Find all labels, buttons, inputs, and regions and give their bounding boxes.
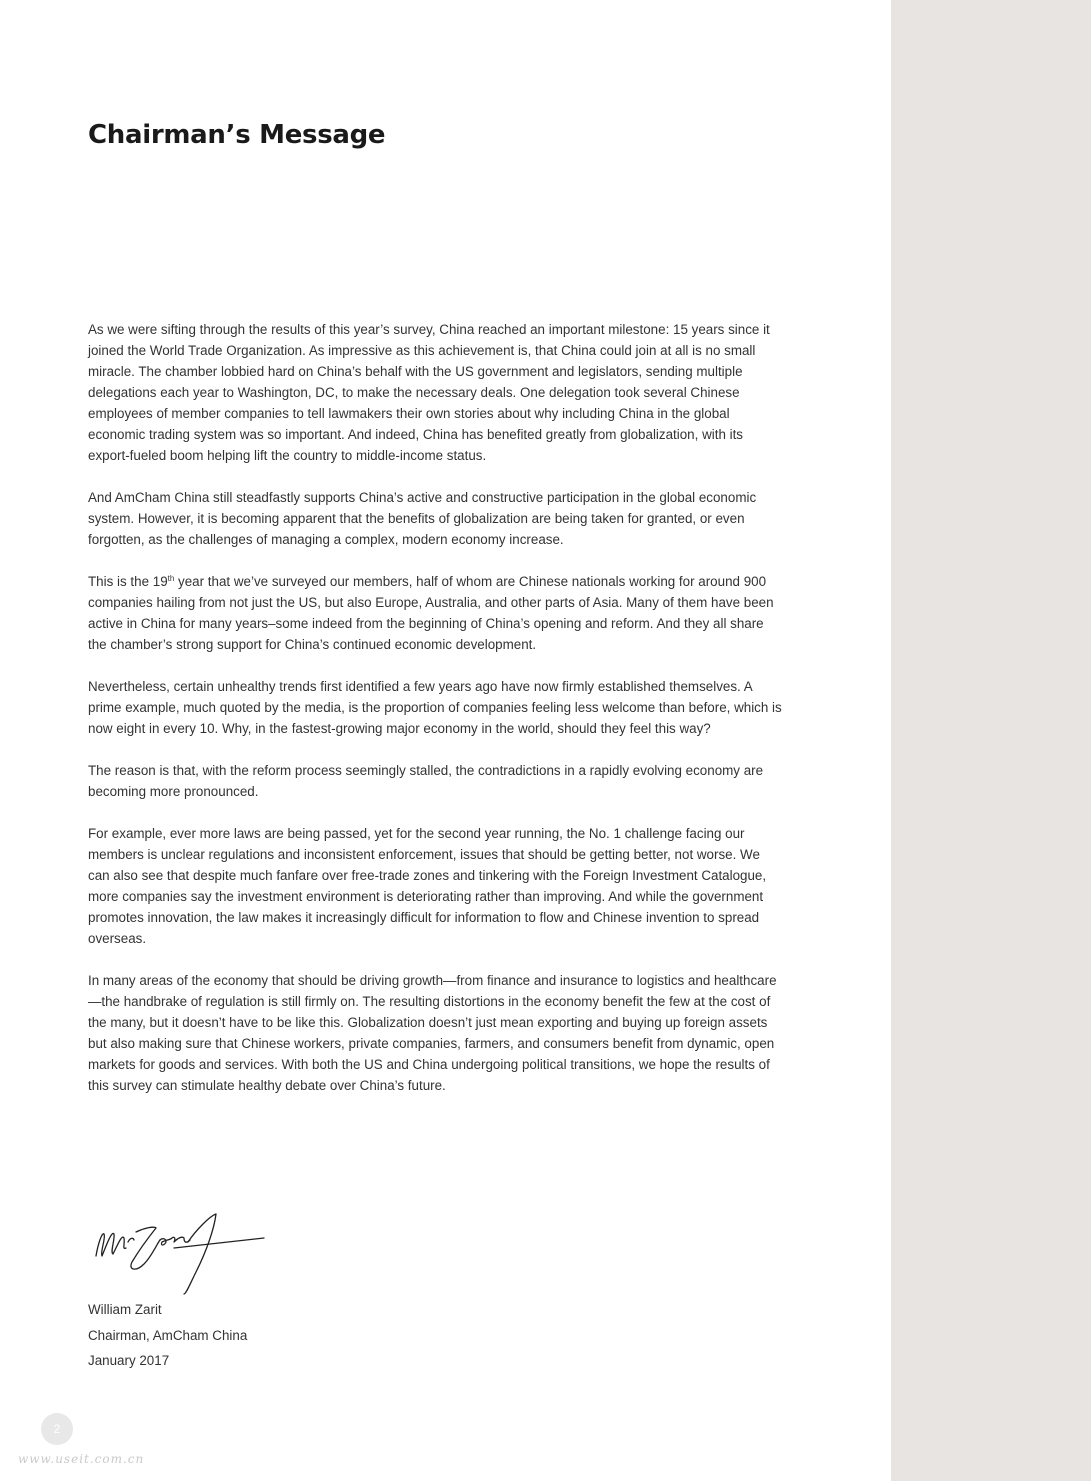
- paragraph-3: [88, 571, 782, 655]
- signatory-title: Chairman, AmCham China: [88, 1327, 248, 1343]
- watermark: www.useit.com.cn: [18, 1452, 145, 1466]
- paragraph-4: Nevertheless, certain unhealthy trends first identified a few years ago have now firmly established themselves. A prime example, much quoted by the media, is the proportion of companies feeling less welcome than before, which is now eight in every 10. Why, in the fastest-growing major economy in the world, should they feel this way?: [88, 679, 782, 736]
- page-title: Chairman’s Message: [88, 120, 386, 150]
- paragraph-1: As we were sifting through the results of this year’s survey, China reached an important milestone: 15 years since it joined the World Trade Organization. As impressive as this achievement is, that China could join at all is no small miracle. The chamber lobbied hard on China’s behalf with the US government and legislators, sending multiple delegations each year to Washington, DC, to make the necessary deals. One delegation took several Chinese employees of member companies to tell lawmakers their own stories about why including China in the global economic trading system was so important. And indeed, China has benefited greatly from globalization, with its export-fueled boom helping lift the country to middle-income status.: [88, 322, 770, 463]
- paragraph-3-start: This is the 19: [88, 574, 168, 589]
- paragraph-3-rest: year that we’ve surveyed our members, half of whom are Chinese nationals working for around 900 companies hailing from not just the US, but also Europe, Australia, and other parts of Asia. Many of them have been active in China for many years–some indeed from the beginning of China’s opening and reform. And they all share the chamber’s strong support for China’s continued economic development.: [88, 574, 774, 652]
- signatory-name: William Zarit: [88, 1302, 162, 1317]
- signoff-date: January 2017: [88, 1353, 170, 1368]
- signoff-block: [88, 1297, 247, 1374]
- page-number: 2: [41, 1413, 73, 1445]
- handwritten-signature: [88, 1212, 268, 1296]
- right-margin-panel: [891, 0, 1091, 1481]
- paragraph-6: For example, ever more laws are being passed, yet for the second year running, the No. 1 challenge facing our members is unclear regulations and inconsistent enforcement, issues that should be getting better, not worse. We can also see that despite much fanfare over free-trade zones and tinkering with the Foreign Investment Catalogue, more companies say the investment environment is deteriorating rather than improving. And while the government promotes innovation, the law makes it increasingly difficult for information to flow and Chinese invention to spread overseas.: [88, 826, 767, 946]
- paragraph-5: The reason is that, with the reform process seemingly stalled, the contradictions in a rapidly evolving economy are becoming more pronounced.: [88, 763, 764, 799]
- paragraph-7: In many areas of the economy that should be driving growth—from finance and insurance to logistics and healthcare—the handbrake of regulation is still firmly on. The resulting distortions in the economy benefit the few at the cost of the many, but it doesn’t have to be like this. Globalization doesn’t just mean exporting and buying up foreign assets but also making sure that Chinese workers, private companies, farmers, and consumers benefit from dynamic, open markets for goods and services. With both the US and China undergoing political transitions, we hope the results of this survey can stimulate healthy debate over China’s future.: [88, 973, 777, 1093]
- ordinal-suffix: th: [167, 574, 175, 583]
- paragraph-2: And AmCham China still steadfastly supports China’s active and constructive participation in the global economic system. However, it is becoming apparent that the benefits of globalization are being taken for granted, or even forgotten, as the challenges of managing a complex, modern economy increase.: [88, 490, 757, 547]
- message-body: [88, 319, 782, 1117]
